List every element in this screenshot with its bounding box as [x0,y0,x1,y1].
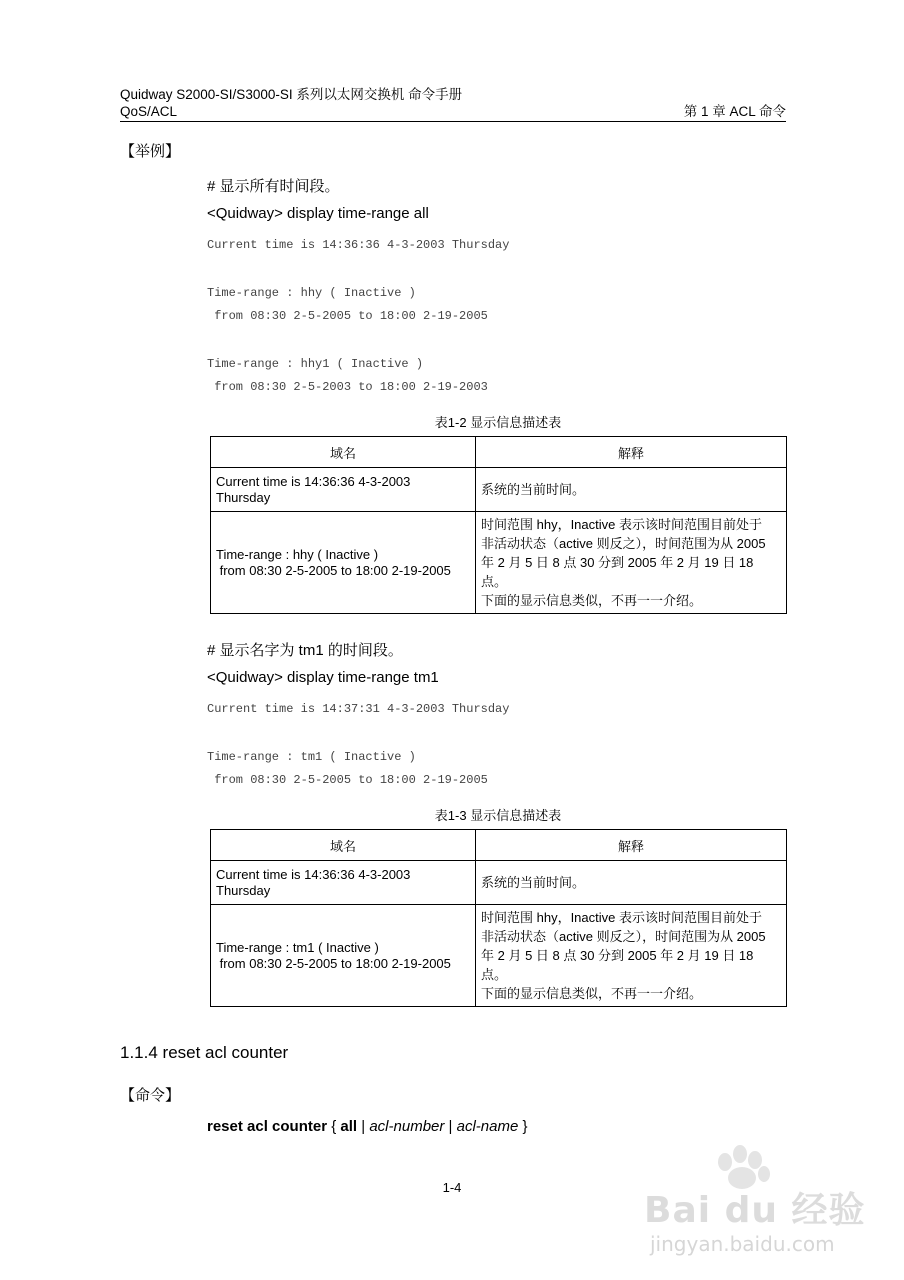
table1-cell-desc: 系统的当前时间。 [476,468,787,512]
syntax-acl-number: acl-number [369,1118,445,1135]
section-heading: 1.1.4 reset acl counter [120,1043,289,1062]
header-chapter: 第 1 章 ACL 命令 [683,104,786,119]
table-row [211,468,787,512]
syntax-separator: | [357,1118,370,1135]
ex1-comment: # 显示所有时间段。 [207,178,340,195]
table1-caption: 表1-2 显示信息描述表 [434,415,562,430]
table1-header-desc: 解释 [476,437,787,468]
command-label: 【命令】 [120,1087,181,1104]
header-rule [120,121,786,122]
table1 [210,436,787,614]
header-section: QoS/ACL [120,104,178,119]
table2-header-field: 域名 [211,830,476,861]
ex2-comment: # 显示名字为 tm1 的时间段。 [207,642,403,659]
command-syntax [207,1118,528,1135]
syntax-separator: | [444,1118,457,1135]
example-label: 【举例】 [120,143,181,160]
table-row [211,512,787,614]
watermark-url: jingyan.baidu.com [650,1232,835,1256]
ex1-command: <Quidway> display time-range all [207,205,429,222]
header-title: Quidway S2000-SI/S3000-SI 系列以太网交换机 命令手册 [120,87,463,102]
ex1-output-line: Time-range : hhy1 ( Inactive ) [207,357,424,371]
table-row [211,861,787,905]
table2-caption: 表1-3 显示信息描述表 [434,808,562,823]
table-row [211,905,787,1007]
ex2-output-line: Current time is 14:37:31 4-3-2003 Thursday [207,702,510,716]
table2 [210,829,787,1007]
table1-cell-desc: 时间范围 hhy，Inactive 表示该时间范围目前处于 非活动状态（active 则反之），时间范围为从 2005 年 2 月 5 日 8 点 30 分到 2005 年 2 月 19 日 18 点。 下面的显示信息类似，不再一一介绍。 [476,512,787,614]
ex1-output-line: Current time is 14:36:36 4-3-2003 Thursday [207,238,510,252]
ex2-output-line: from 08:30 2-5-2005 to 18:00 2-19-2005 [207,773,488,787]
syntax-all: all [340,1118,358,1135]
baidu-watermark [640,1140,880,1270]
ex1-output-line: from 08:30 2-5-2005 to 18:00 2-19-2005 [207,309,488,323]
syntax-command: reset acl counter [207,1118,328,1135]
table2-header-desc: 解释 [476,830,787,861]
table1-header-field: 域名 [211,437,476,468]
syntax-acl-name: acl-name [456,1118,519,1135]
table2-cell-desc: 时间范围 hhy，Inactive 表示该时间范围目前处于 非活动状态（active 则反之），时间范围为从 2005 年 2 月 5 日 8 点 30 分到 2005 年 2 月 19 日 18 点。 下面的显示信息类似，不再一一介绍。 [476,905,787,1007]
syntax-brace-open: { [327,1118,341,1135]
table1-cell-field: Current time is 14:36:36 4-3-2003 Thursday [211,468,476,512]
ex2-output-line: Time-range : tm1 ( Inactive ) [207,750,416,764]
syntax-brace-close: } [518,1118,528,1135]
table1-cell-field: Time-range : hhy ( Inactive ) from 08:30 2-5-2005 to 18:00 2-19-2005 [211,512,476,614]
ex1-output-line: Time-range : hhy ( Inactive ) [207,286,416,300]
ex1-output-line: from 08:30 2-5-2003 to 18:00 2-19-2003 [207,380,488,394]
table2-cell-field: Current time is 14:36:36 4-3-2003 Thursday [211,861,476,905]
watermark-brand: Bai du 经验 [644,1190,866,1231]
table2-cell-desc: 系统的当前时间。 [476,861,787,905]
ex2-command: <Quidway> display time-range tm1 [207,669,439,686]
table2-cell-field: Time-range : tm1 ( Inactive ) from 08:30 2-5-2005 to 18:00 2-19-2005 [211,905,476,1007]
page-number: 1-4 [442,1180,462,1195]
